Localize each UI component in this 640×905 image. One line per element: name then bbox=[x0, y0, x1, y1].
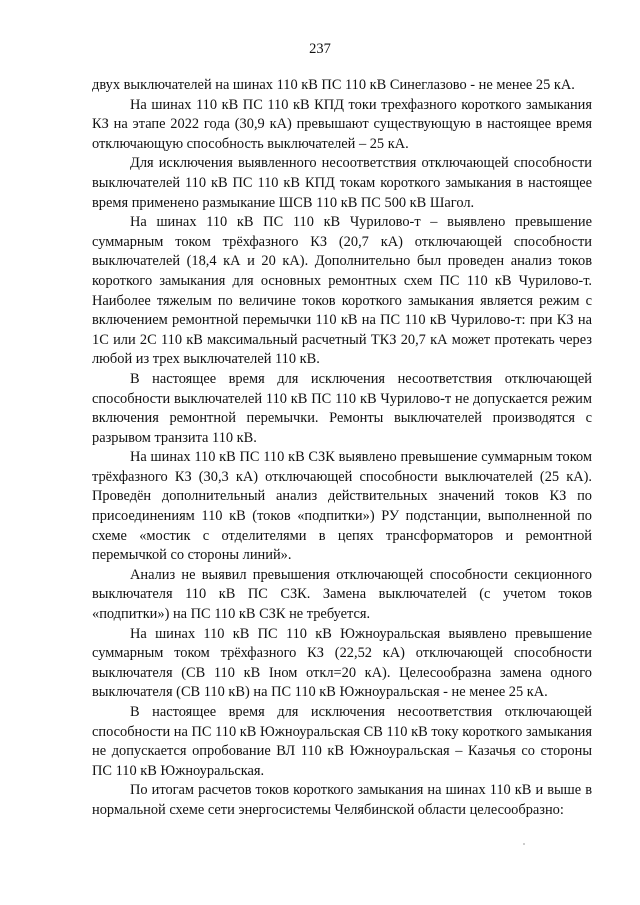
paragraph-3: Для исключения выявленного несоответствия отключающей способности выключателей 110 кВ ПС 110 кВ КПД токам короткого замыкания в настоящее время применено размыкание ШСВ 110 кВ ПС 500 кВ Шагол. bbox=[92, 155, 592, 211]
paragraph-1: двух выключателей на шинах 110 кВ ПС 110 кВ Синеглазово - не менее 25 кА. bbox=[92, 77, 575, 93]
page-number: 237 bbox=[309, 41, 331, 57]
document-body bbox=[92, 76, 592, 821]
scan-speck bbox=[523, 843, 525, 845]
paragraph-5: В настоящее время для исключения несоответствия отключающей способности выключателей 110 кВ ПС 110 кВ Чурилово-т не допускается режим включения ремонтной перемычки. Ремонты выключателей производятся с разрывом транзита 110 кВ. bbox=[92, 370, 592, 446]
paragraph-4: На шинах 110 кВ ПС 110 кВ Чурилово-т – выявлено превышение суммарным током трёхфазного КЗ (20,7 кА) отключающей способности выключателей (18,4 кА и 20 кА). Дополнительно был проведен анализ токов короткого замыкания для основных ремонтных схем ПС 110 кВ Чурилово-т. Наиболее тяжелым по величине токов короткого замыкания является режим с включением ремонтной перемычки 110 кВ на ПС 110 кВ Чурилово-т: при КЗ на 1С или 2С 110 кВ максимальный расчетный ТКЗ 20,7 кА может протекать через любой из трех выключателей 110 кВ. bbox=[92, 214, 592, 368]
paragraph-6: На шинах 110 кВ ПС 110 кВ СЗК выявлено превышение суммарным током трёхфазного КЗ (30,3 кА) отключающей способности выключателей (25 кА). Проведён дополнительный анализ действительных значений токов КЗ по присоединениям 110 кВ (токов «подпитки») РУ подстанции, выполненной по схеме «мостик с отделителями в цепях трансформаторов и ремонтной перемычкой со стороны линий». bbox=[92, 449, 592, 564]
paragraph-2: На шинах 110 кВ ПС 110 кВ КПД токи трехфазного короткого замыкания КЗ на этапе 2022 года (30,9 кА) превышают существующую в настоящее время отключающую способность выключателей – 25 кА. bbox=[92, 96, 592, 152]
paragraph-8: На шинах 110 кВ ПС 110 кВ Южноуральская выявлено превышение суммарным током трёхфазного КЗ (22,52 кА) отключающей способности выключателя (СВ 110 кВ Iном откл=20 кА). Целесообразна замена одного выключателя (СВ 110 кВ) на ПС 110 кВ Южноуральская - не менее 25 кА. bbox=[92, 625, 592, 701]
paragraph-9: В настоящее время для исключения несоответствия отключающей способности на ПС 110 кВ Южноуральская СВ 110 кВ току короткого замыкания не допускается опробование ВЛ 110 кВ Южноуральская – Казачья со стороны ПС 110 кВ Южноуральская. bbox=[92, 704, 592, 779]
paragraph-7: Анализ не выявил превышения отключающей способности секционного выключателя 110 кВ ПС СЗК. Замена выключателей (с учетом токов «подпитки») на ПС 110 кВ СЗК не требуется. bbox=[92, 566, 592, 623]
paragraph-10: По итогам расчетов токов короткого замыкания на шинах 110 кВ и выше в нормальной схеме сети энергосистемы Челябинской области целесообразно: bbox=[92, 782, 592, 818]
